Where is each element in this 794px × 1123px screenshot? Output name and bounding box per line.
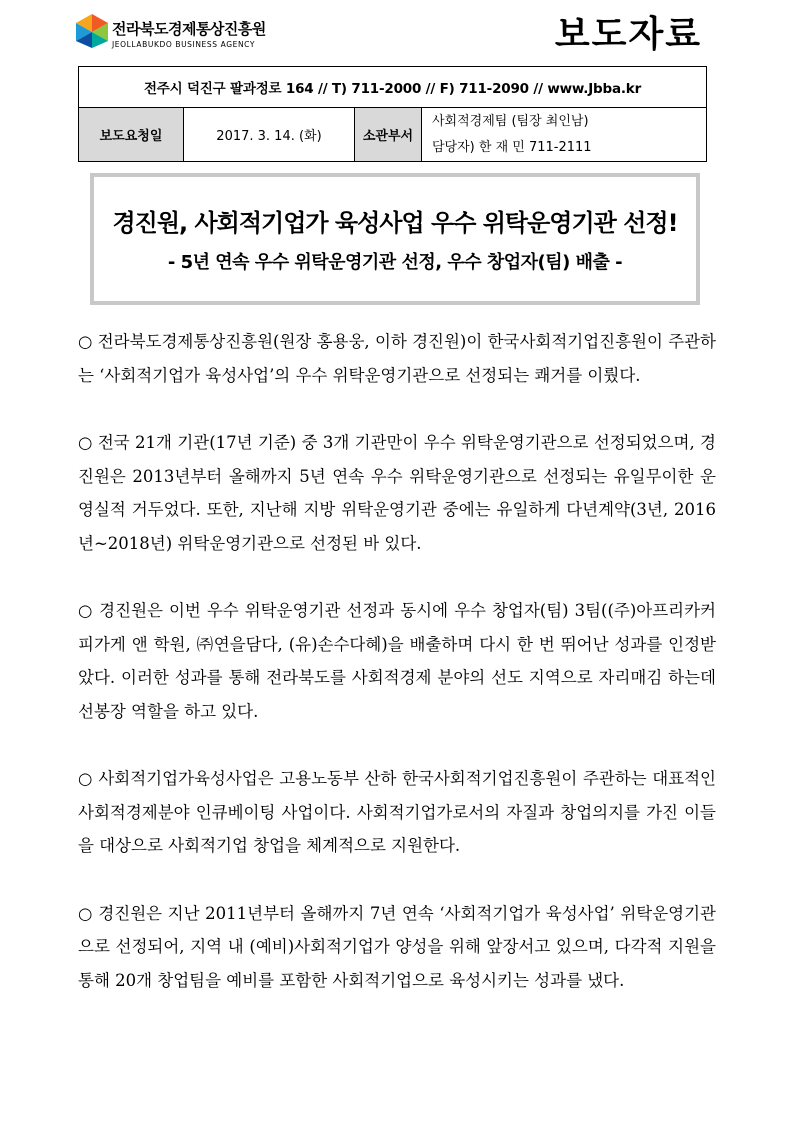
department-label: 소관부서 [355, 108, 422, 162]
headline-box [90, 173, 700, 305]
agency-logo-mark-icon [76, 14, 108, 48]
person-in-charge: 담당자) 한 재 민 711-2111 [432, 139, 592, 155]
paragraph: ○ 사회적기업가육성사업은 고용노동부 산하 한국사회적기업진흥원이 주관하는 대표적인 사회적경제분야 인큐베이팅 사업이다. 사회적기업가로서의 자질과 창업의지를 가진 이들을 대상으로 사회적기업 창업을 체계적으로 지원한다. [78, 769, 716, 855]
contact-line: 전주시 덕진구 팔과정로 164 // T) 711-2000 // F) 711-2090 // www.Jbba.kr [79, 67, 707, 108]
agency-logo [76, 14, 276, 60]
request-date-value: 2017. 3. 14. (화) [184, 108, 355, 162]
headline-subtitle: - 5년 연속 우수 위탁운영기관 선정, 우수 창업자(팀) 배출 - [167, 252, 623, 273]
contact-info-table [78, 66, 707, 162]
headline-main: 경진원, 사회적기업가 육성사업 우수 위탁운영기관 선정! [112, 209, 678, 237]
paragraph: ○ 경진원은 이번 우수 위탁운영기관 선정과 동시에 우수 창업자(팀) 3팀((주)아프리카커피가게 앤 학원, ㈜연을담다, (유)손수다혜)을 배출하며 다시 한 번 뛰어난 성과를 인정받았다. 이러한 성과를 통해 전라북도를 사회적경제 분야의 선도 지역으로 자리매김 하는데 선봉장 역할을 하고 있다. [78, 601, 716, 721]
paragraph: ○ 경진원은 지난 2011년부터 올해까지 7년 연속 ‘사회적기업가 육성사업’ 위탁운영기관으로 선정되어, 지역 내 (예비)사회적기업가 양성을 위해 앞장서고 있으며, 다각적 지원을 통해 20개 창업팀을 예비를 포함한 사회적기업으로 육성시키는 성과를 냈다. [78, 903, 716, 990]
department-info [422, 108, 707, 162]
paragraph: ○ 전라북도경제통상진흥원(원장 홍용웅, 이하 경진원)이 한국사회적기업진흥원이 주관하는 ‘사회적기업가 육성사업’의 우수 위탁운영기관으로 선정되는 쾌거를 이뤘다. [78, 332, 716, 385]
paragraph: ○ 전국 21개 기관(17년 기준) 중 3개 기관만이 우수 위탁운영기관으로 선정되었으며, 경진원은 2013년부터 올해까지 5년 연속 우수 위탁운영기관으로 선정되는 유일무이한 운영실적 거두었다. 또한, 지난해 지방 위탁운영기관 중에는 유일하게 다년계약(3년, 2016년~2018년) 위탁운영기관으로 선정된 바 있다. [78, 433, 716, 553]
article-body [78, 325, 716, 1031]
agency-name-english: JEOLLABUKDO BUSINESS AGENCY [112, 40, 256, 49]
document-title: 보도자료 [554, 14, 702, 55]
request-date-label: 보도요청일 [79, 108, 184, 162]
department-value: 사회적경제팀 (팀장 최인남) [432, 113, 589, 129]
agency-name: 전라북도경제통상진흥원 [112, 20, 266, 38]
